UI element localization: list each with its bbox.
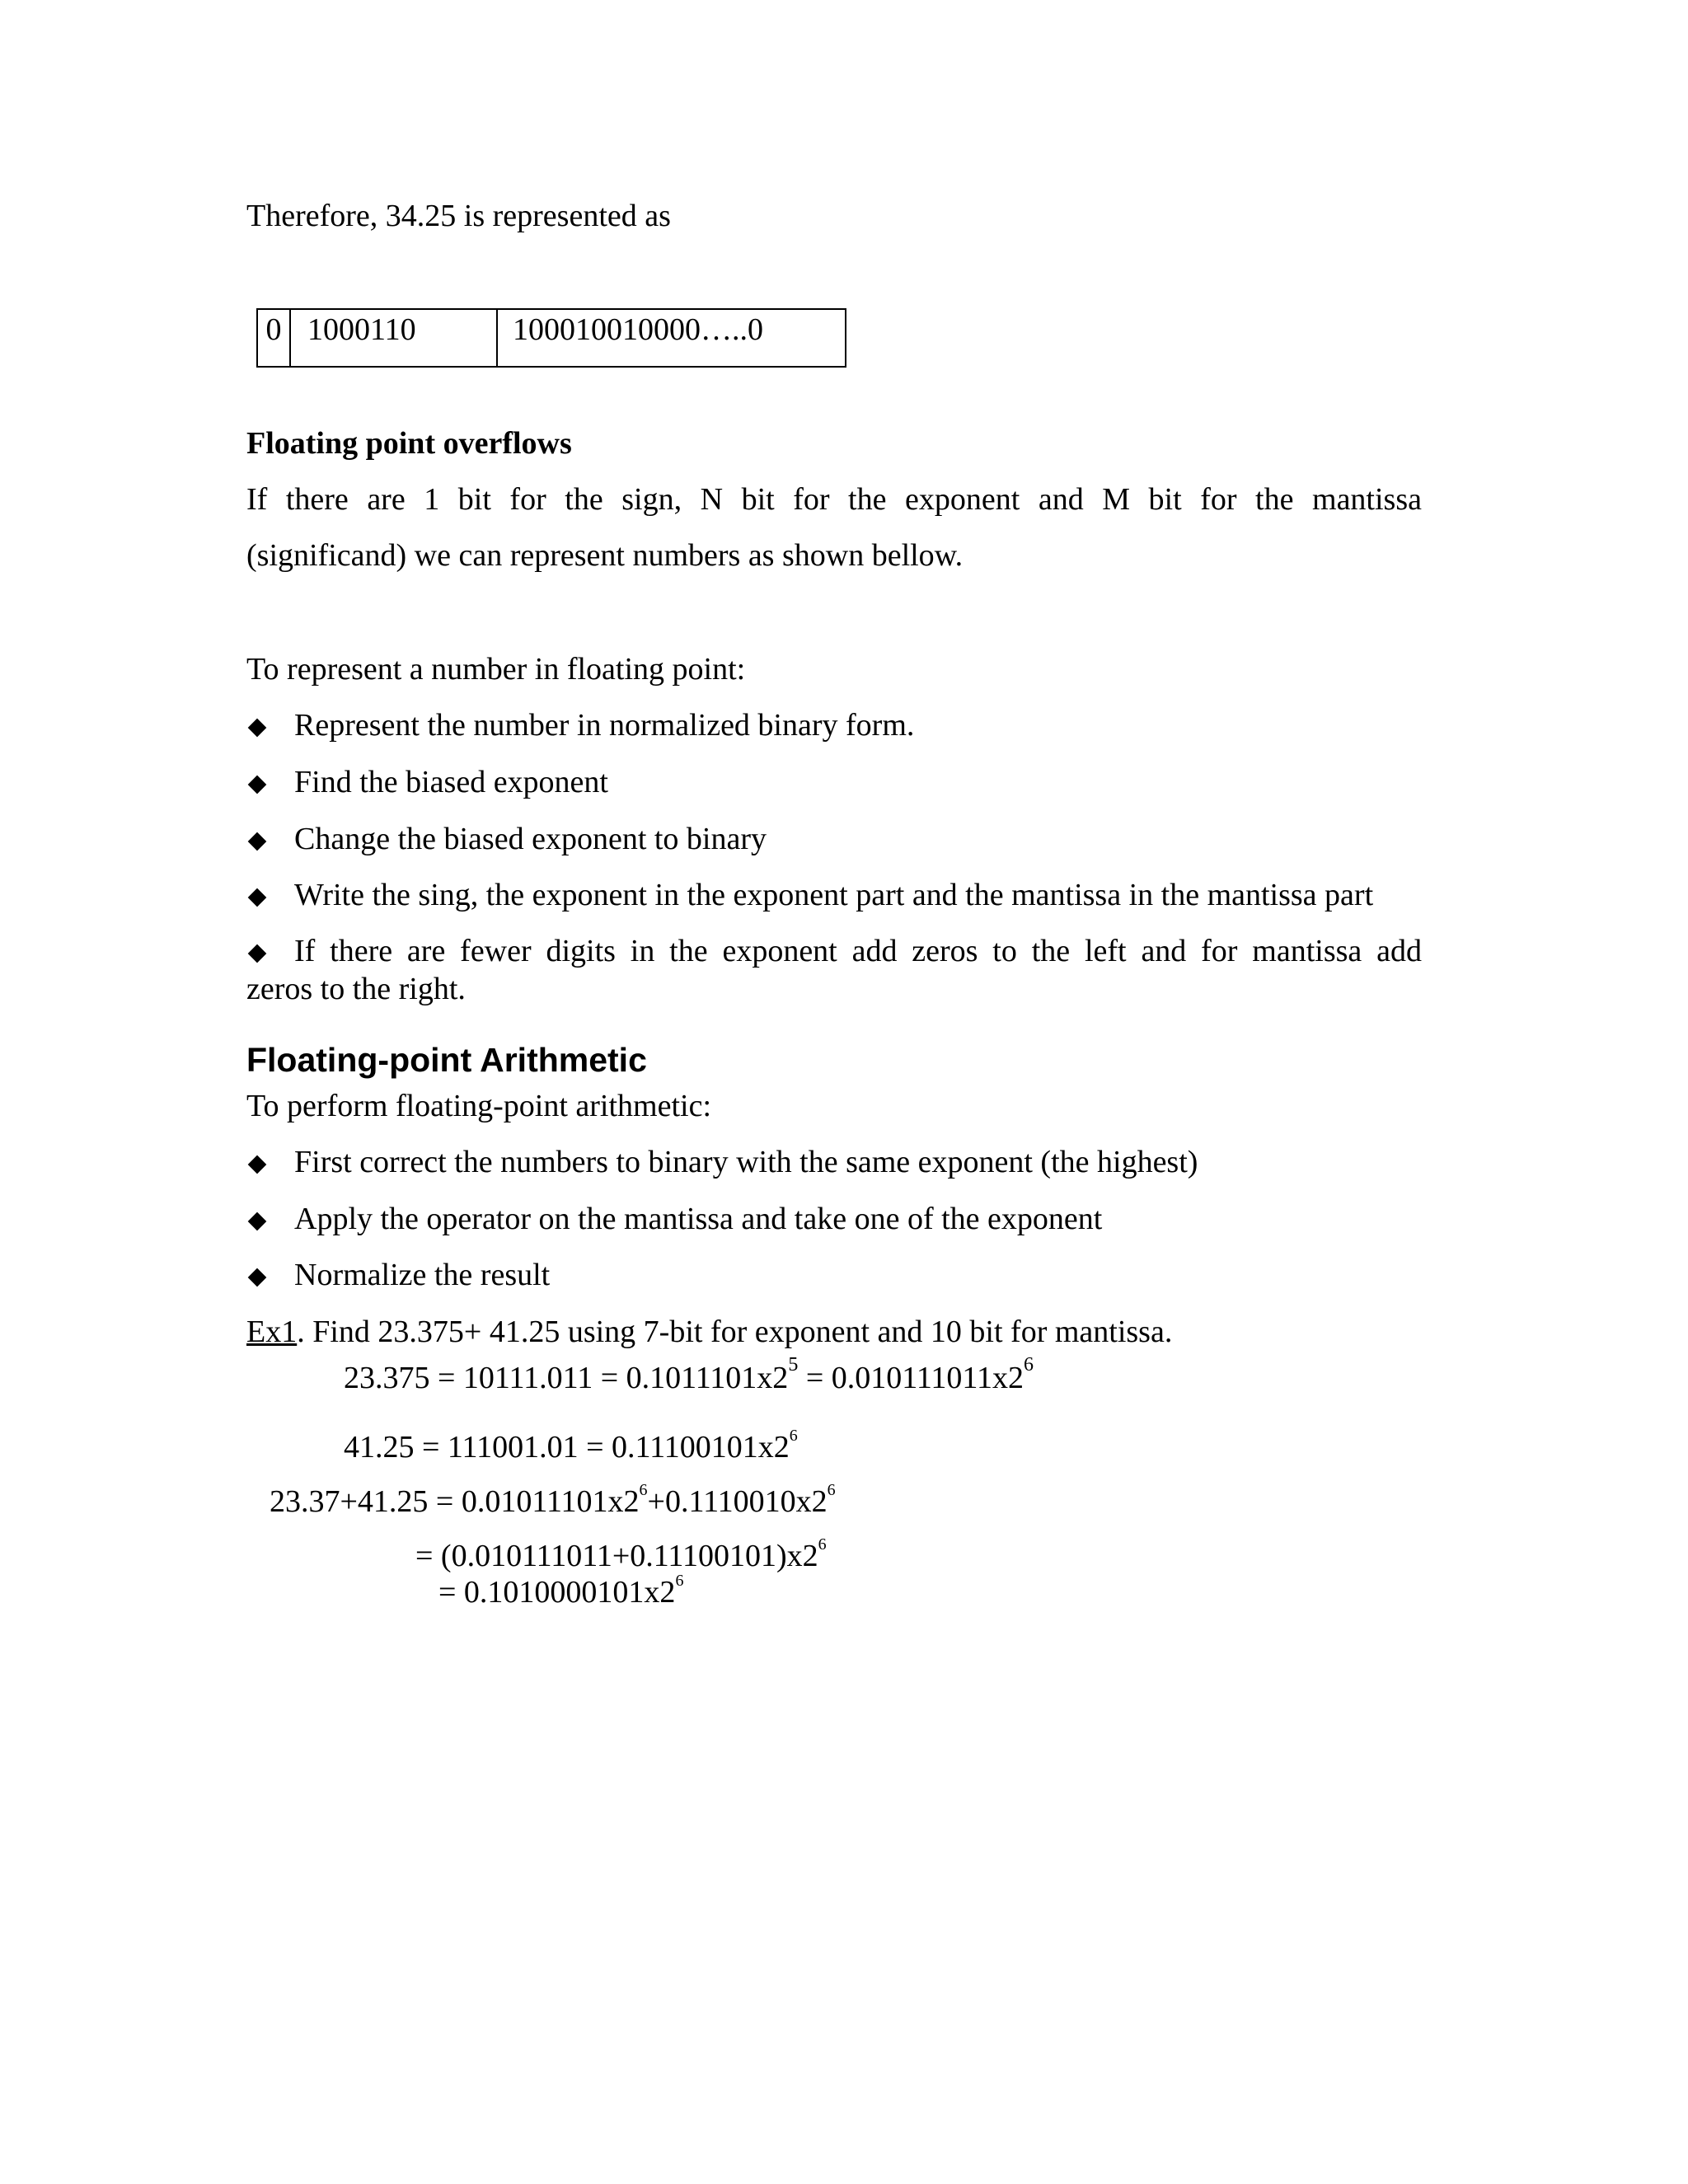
diamond-bullet-icon: [246, 887, 266, 907]
diamond-bullet-icon: [246, 943, 266, 963]
equation-line-2: [344, 1429, 798, 1467]
table-row: [257, 309, 846, 367]
exponent-sup: 6: [675, 1572, 684, 1590]
list-item: Represent the number in normalized binary form.: [294, 708, 915, 743]
list-item-line1: If there are fewer digits in the exponent add zeros to the left and for mantissa add: [294, 934, 1422, 968]
list-item: Normalize the result: [294, 1258, 551, 1292]
diamond-bullet-icon: [246, 774, 266, 794]
exponent-sup: 6: [1024, 1354, 1034, 1376]
equation-line-4: [415, 1535, 827, 1576]
list-item: Apply the operator on the mantissa and take one of the exponent: [294, 1202, 1103, 1236]
list-item: First correct the numbers to binary with the same exponent (the highest): [294, 1145, 1198, 1179]
representation-table: [256, 308, 846, 368]
equation-part: = 0.1010000101x2: [438, 1575, 676, 1610]
example-label: Ex1: [246, 1315, 298, 1349]
mantissa-cell: 100010010000…..0: [497, 309, 846, 367]
overflow-paragraph-line1: If there are 1 bit for the sign, N bit for the exponent and M bit for the mantissa: [246, 482, 1422, 517]
arithmetic-lead: To perform floating-point arithmetic:: [246, 1089, 712, 1123]
overflow-heading: Floating point overflows: [246, 426, 572, 461]
list-item: Find the biased exponent: [294, 765, 608, 799]
diamond-bullet-icon: [246, 831, 266, 851]
example-text: . Find 23.375+ 41.25 using 7-bit for exponent and 10 bit for mantissa.: [297, 1315, 1173, 1349]
arithmetic-heading: Floating-point Arithmetic: [246, 1041, 647, 1079]
exponent-sup: 6: [818, 1535, 827, 1554]
exponent-sup: 6: [827, 1481, 836, 1499]
overflow-paragraph-line2: (significand) we can represent numbers as shown bellow.: [246, 538, 964, 573]
diamond-bullet-icon: [246, 1267, 266, 1286]
equation-line-5: [438, 1574, 683, 1612]
list-item: Change the biased exponent to binary: [294, 822, 767, 856]
represent-lead: To represent a number in floating point:: [246, 652, 746, 687]
example-line: [246, 1314, 1172, 1352]
exponent-cell: 1000110: [290, 309, 497, 367]
exponent-sup: 6: [789, 1427, 798, 1445]
equation-part: 41.25 = 111001.01 = 0.11100101x2: [344, 1430, 790, 1465]
diamond-bullet-icon: [246, 717, 266, 737]
sign-cell: 0: [257, 309, 290, 367]
list-item-line2: zeros to the right.: [246, 972, 466, 1006]
equation-part: = 0.010111011x2: [798, 1361, 1025, 1395]
exponent-sup: 5: [788, 1354, 799, 1376]
equation-part: +0.1110010x2: [647, 1484, 828, 1519]
diamond-bullet-icon: [246, 1211, 266, 1230]
list-item: Write the sing, the exponent in the exponent part and the mantissa in the mantissa part: [294, 878, 1374, 912]
diamond-bullet-icon: [246, 1154, 266, 1174]
equation-part: 23.37+41.25 = 0.01011101x2: [270, 1484, 640, 1519]
intro-text: Therefore, 34.25 is represented as: [246, 199, 671, 233]
equation-line-1: [344, 1354, 1034, 1398]
exponent-sup: 6: [639, 1481, 648, 1499]
equation-line-3: [270, 1483, 836, 1521]
equation-part: = (0.010111011+0.11100101)x2: [415, 1539, 818, 1573]
equation-part: 23.375 = 10111.011 = 0.1011101x2: [344, 1361, 789, 1395]
